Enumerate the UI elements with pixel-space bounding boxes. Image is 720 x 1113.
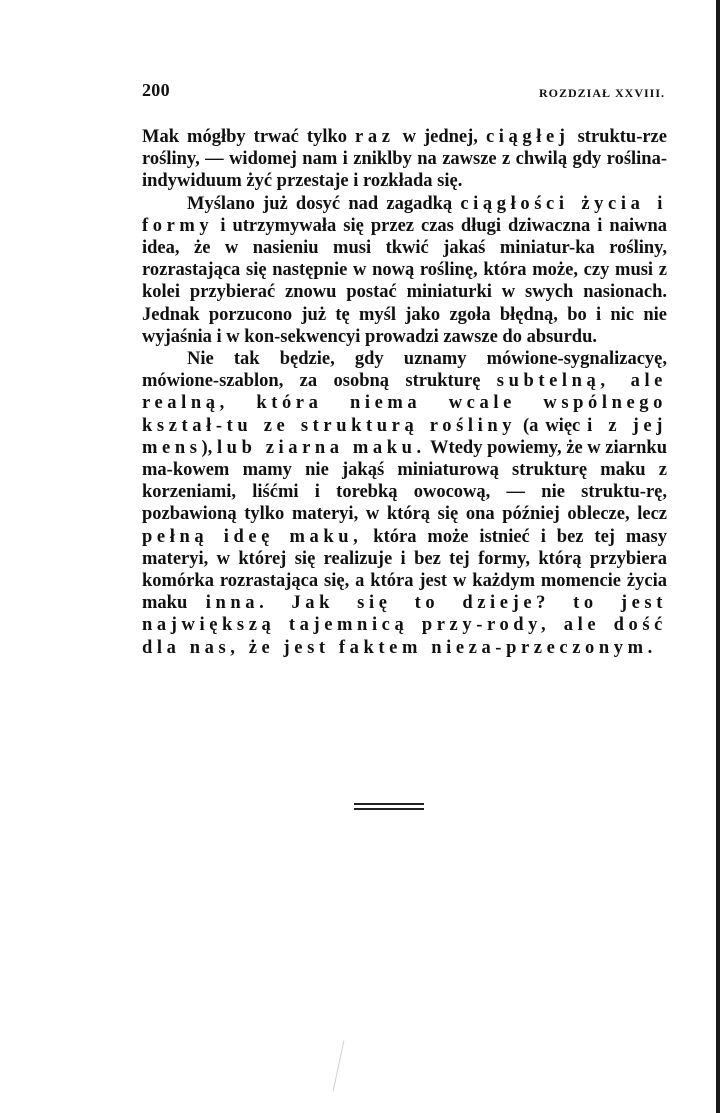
stray-mark (333, 1040, 345, 1091)
paragraph (142, 193, 667, 348)
spaced-emphasis: ciągłej (485, 127, 570, 147)
closing-rule-top (354, 803, 424, 805)
page-number: 200 (142, 80, 170, 100)
running-head: ROZDZIAŁ XXVIII. (538, 86, 665, 100)
text-run: Mak mógłby trwać tylko (142, 127, 356, 147)
spaced-emphasis: inna. Jak się to dzieje? to jest największą tajemnicą przy-rody, ale dość dla nas, że jest faktem nieza-przeczonym. (142, 593, 667, 658)
text-run: w jednej, (394, 127, 486, 147)
spaced-emphasis: ciągłości życia i formy (142, 193, 667, 236)
text-run: (a więc (516, 415, 588, 436)
text-run: struktu-rze rośliny, — widomej nam i zniklby na zawsze z chwilą gdy roślina-indywiduum żyć przestaje i rozkłada się. (142, 127, 667, 192)
page-edge (716, 0, 720, 1113)
text-run: Nie tak będzie, gdy uznamy mówione-sygnalizacyę, mówione-szablon, za osobną strukturę (142, 349, 667, 392)
text-run: Wtedy powiemy, że w ziarnku ma-kowem mamy nie jakąś miniaturową strukturę maku z korzeniami, liśćmi i torebką owocową, — nie struktu-rę, pozbawioną tylko materyi, w którą się ona później oblecze, lecz (142, 437, 667, 525)
spaced-emphasis: subtelną, ale realną, która niema wcale wspólnego kształ-tu ze strukturą rośliny (142, 371, 667, 436)
spaced-emphasis: pełną ideę maku, (142, 526, 363, 547)
paragraph (142, 126, 667, 193)
text-run: ), (201, 437, 217, 458)
text-run: Myślano już dosyć nad zagadką (187, 193, 461, 214)
paragraph (142, 348, 667, 659)
spaced-emphasis: i z jej mens (142, 415, 667, 458)
text-run: i utrzymywała się przez czas długi dziwaczna i naiwna idea, że w nasieniu musi tkwić jakaś miniatur-ka rośliny, rozrastająca się następnie w nową roślinę, która może, czy musi z kolei przybierać znowu postać miniaturki w swych nasionach. Jednak porzucono już tę myśl jako zgoła błędną, bo i nic nie wyjaśnia i w kon-sekwencyi prowadzi zawsze do absurdu. (142, 215, 667, 347)
closing-rule-bottom (354, 808, 424, 810)
text-run: która może istnieć i bez tej masy materyi, w której się realizuje i bez tej formy, którą przybiera komórka rozrastająca się, a która jest w każdym momencie życia maku (142, 526, 668, 614)
spaced-emphasis: raz (355, 127, 395, 147)
spaced-emphasis: lub ziarna maku. (216, 437, 426, 458)
body-text (142, 126, 667, 659)
